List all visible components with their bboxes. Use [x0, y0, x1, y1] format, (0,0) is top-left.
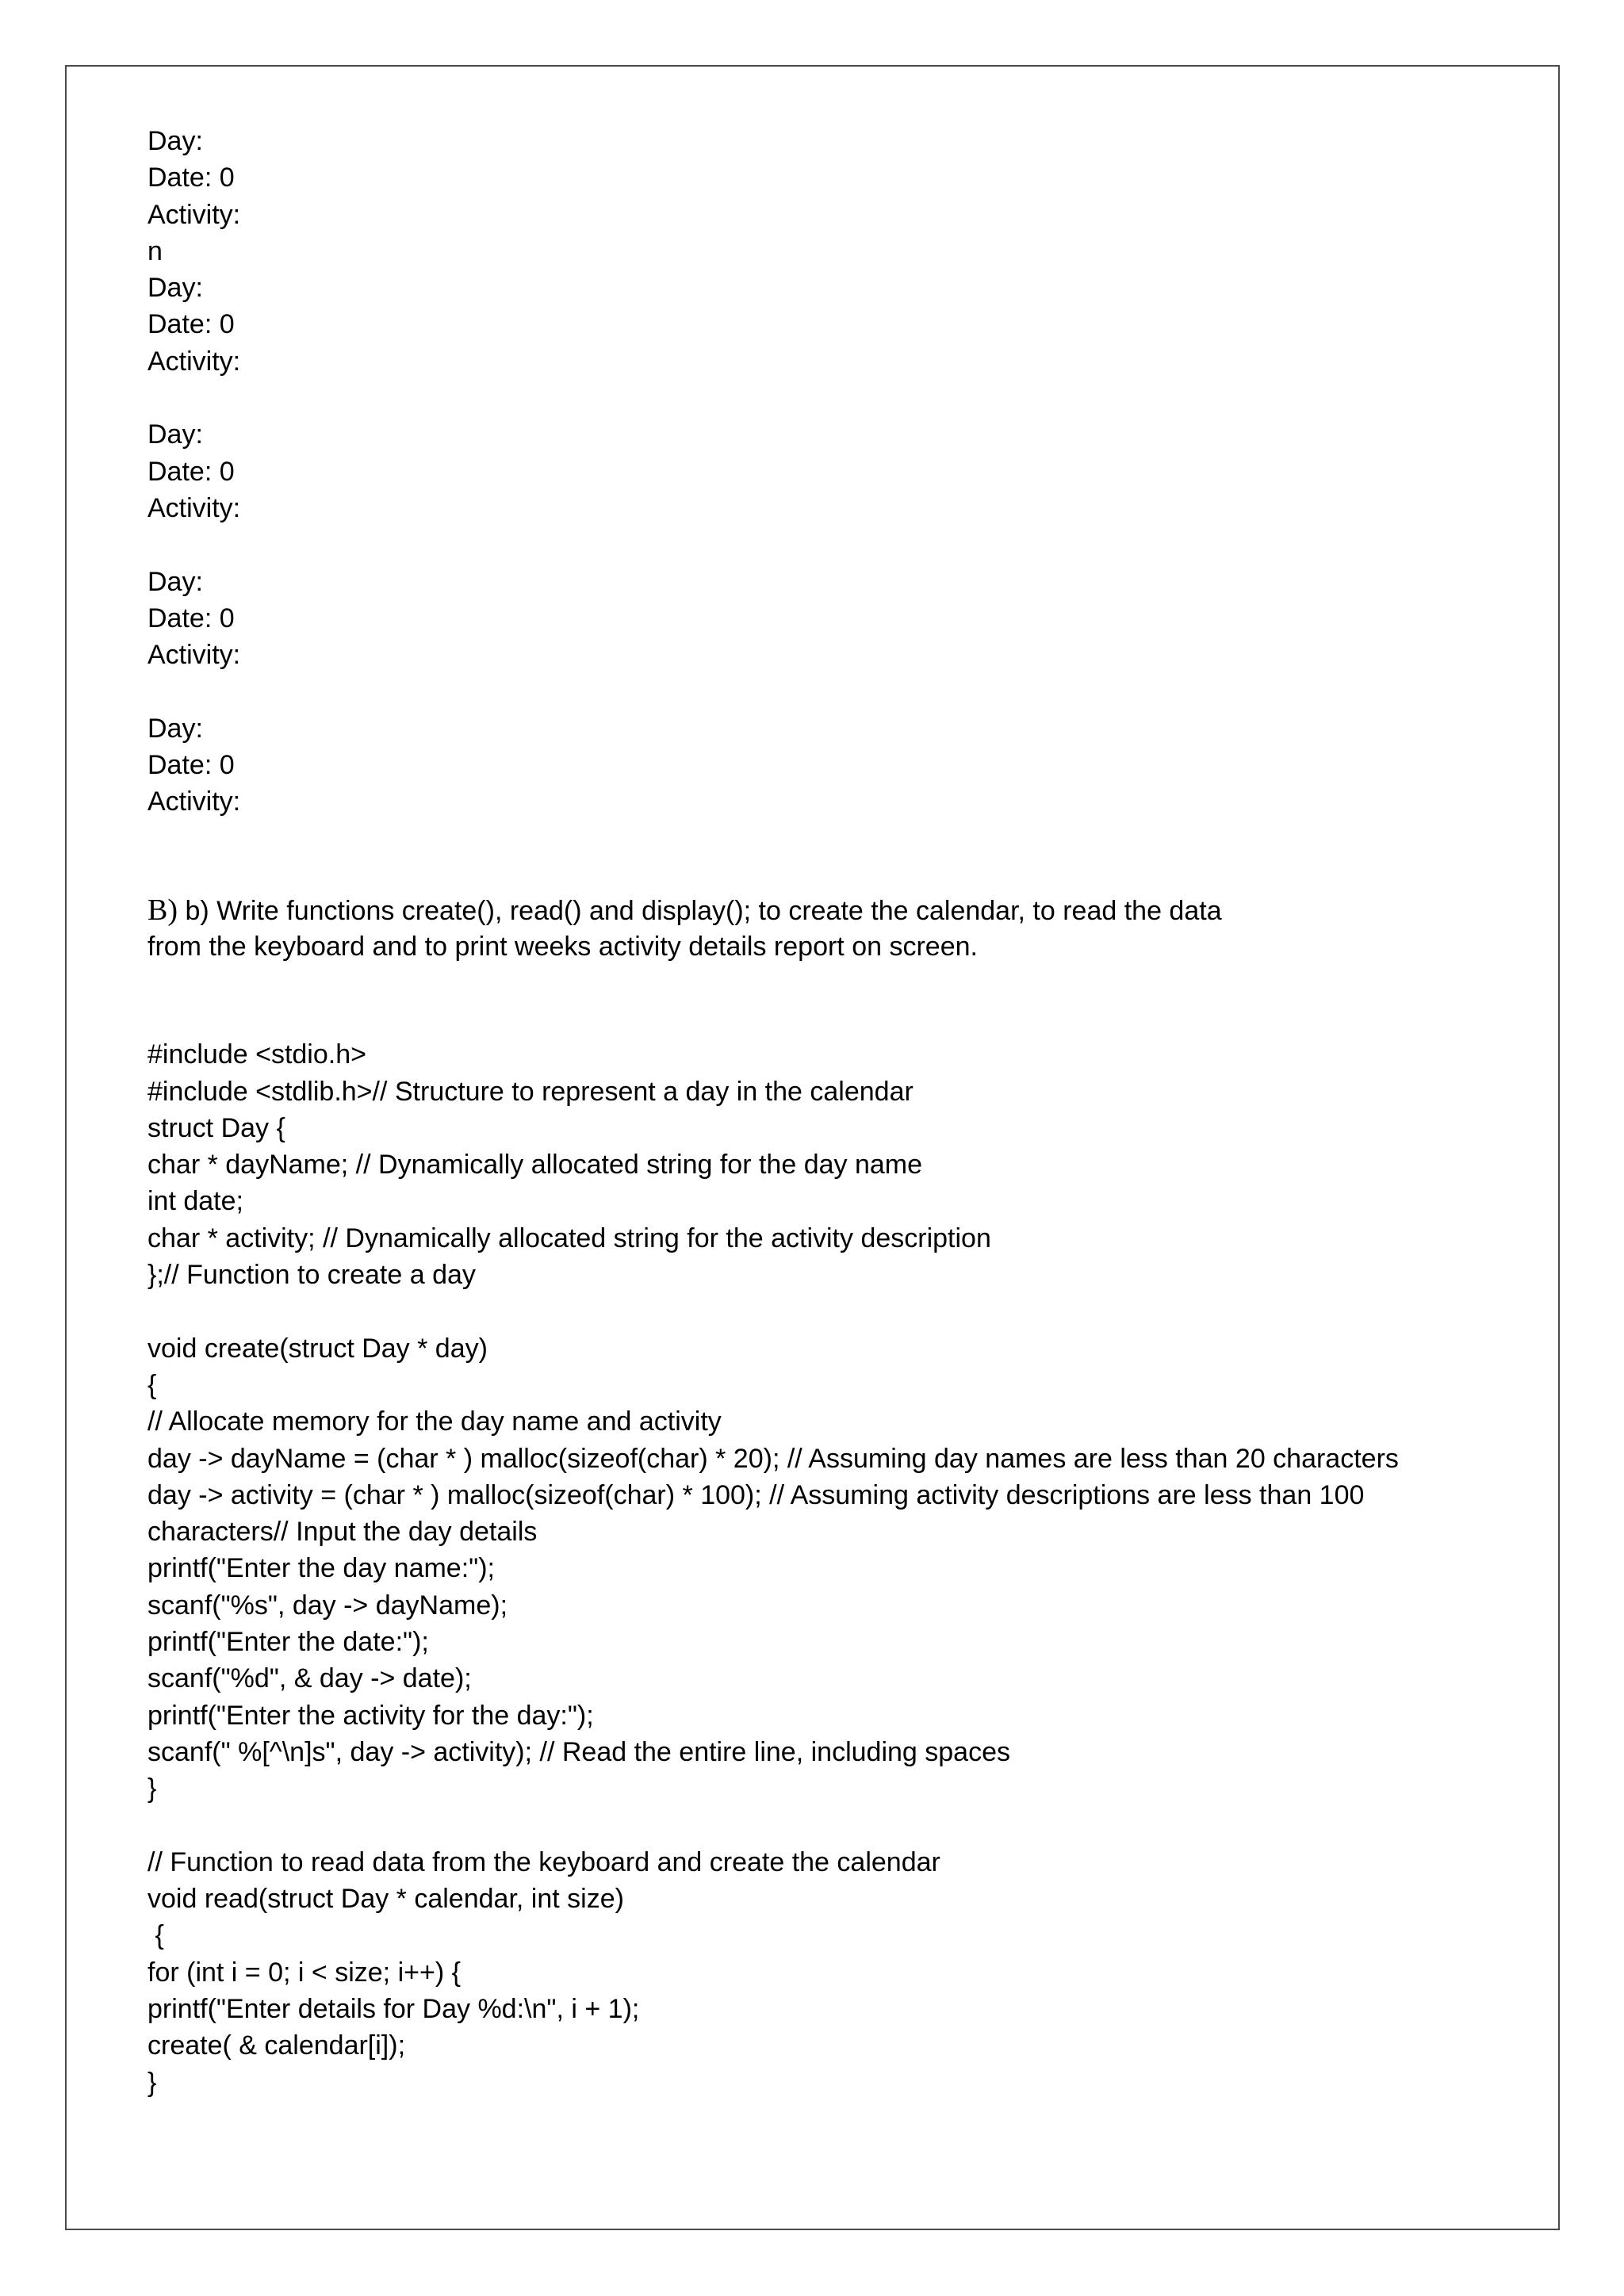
blank-line: [147, 673, 1511, 710]
code-line: };// Function to create a day: [147, 1260, 476, 1291]
code-line: }: [147, 1774, 157, 1804]
blank-line: [147, 1807, 1511, 1843]
code-line: scanf(" %[^\n]s", day -> activity); // Read the entire line, including spaces: [147, 1736, 1010, 1767]
blank-line: [147, 1293, 1511, 1330]
code-line: day -> dayName = (char * ) malloc(sizeof(char) * 20); // Assuming day names are less than 20 characters: [147, 1443, 1399, 1474]
entry-date-label: Date: 0: [147, 603, 235, 633]
section-heading-line-2: from the keyboard and to print weeks activity details report on screen.: [147, 931, 978, 962]
code-line: for (int i = 0; i < size; i++) {: [147, 1957, 461, 1988]
code-line: printf("Enter the date:");: [147, 1626, 429, 1657]
code-line: {: [147, 1920, 164, 1951]
entry-day-label: Day:: [147, 126, 203, 156]
code-line: scanf("%d", & day -> date);: [147, 1663, 472, 1694]
entry-activity-label: Activity:: [147, 640, 241, 671]
code-line: char * dayName; // Dynamically allocated string for the day name: [147, 1150, 923, 1181]
code-line: create( & calendar[i]);: [147, 2030, 406, 2061]
entry-activity-label: Activity:: [147, 199, 241, 230]
entry-activity-label: Activity:: [147, 786, 241, 817]
code-line: characters// Input the day details: [147, 1517, 538, 1548]
code-line: printf("Enter the activity for the day:");: [147, 1700, 594, 1731]
code-line: void read(struct Day * calendar, int size): [147, 1884, 624, 1915]
entry-day-label: Day:: [147, 566, 203, 597]
code-line: day -> activity = (char * ) malloc(sizeof(char) * 100); // Assuming activity descriptions are less than 100: [147, 1479, 1365, 1510]
entry-activity-label: Activity:: [147, 492, 241, 523]
entry-date-label: Date: 0: [147, 456, 235, 487]
code-line: printf("Enter the day name:");: [147, 1553, 495, 1584]
code-line: printf("Enter details for Day %d:\n", i + 1);: [147, 1993, 640, 2024]
code-line: // Function to read data from the keyboard and create the calendar: [147, 1846, 940, 1877]
section-heading-text: b) Write functions create(), read() and display(); to create the calendar, to read the data: [178, 895, 1222, 926]
code-line: // Allocate memory for the day name and activity: [147, 1406, 722, 1437]
entry-day-label: Day:: [147, 713, 203, 744]
code-line: {: [147, 1369, 157, 1400]
blank-line: [147, 526, 1511, 563]
section-heading-line-1: [147, 892, 1511, 928]
document-body: [147, 123, 1511, 2101]
entry-activity-label: Activity:: [147, 346, 241, 377]
code-line: char * activity; // Dynamically allocated string for the activity description: [147, 1223, 991, 1253]
section-letter: B): [147, 893, 178, 927]
code-line: struct Day {: [147, 1112, 285, 1143]
entry-day-label: Day:: [147, 419, 203, 450]
blank-line: [147, 380, 1511, 416]
code-line: int date;: [147, 1186, 243, 1217]
entry-date-label: Date: 0: [147, 163, 235, 193]
entry-day-label: Day:: [147, 273, 203, 304]
code-line: }: [147, 2067, 157, 2098]
entry-stray-text: n: [147, 235, 163, 266]
section-spacer: [147, 965, 1511, 1036]
code-line: scanf("%s", day -> dayName);: [147, 1590, 508, 1621]
entry-date-label: Date: 0: [147, 750, 235, 781]
code-line: #include <stdio.h>: [147, 1039, 366, 1070]
entry-date-label: Date: 0: [147, 309, 235, 340]
section-spacer: [147, 821, 1511, 892]
code-line: void create(struct Day * day): [147, 1333, 488, 1364]
code-line: #include <stdlib.h>// Structure to represent a day in the calendar: [147, 1076, 914, 1107]
